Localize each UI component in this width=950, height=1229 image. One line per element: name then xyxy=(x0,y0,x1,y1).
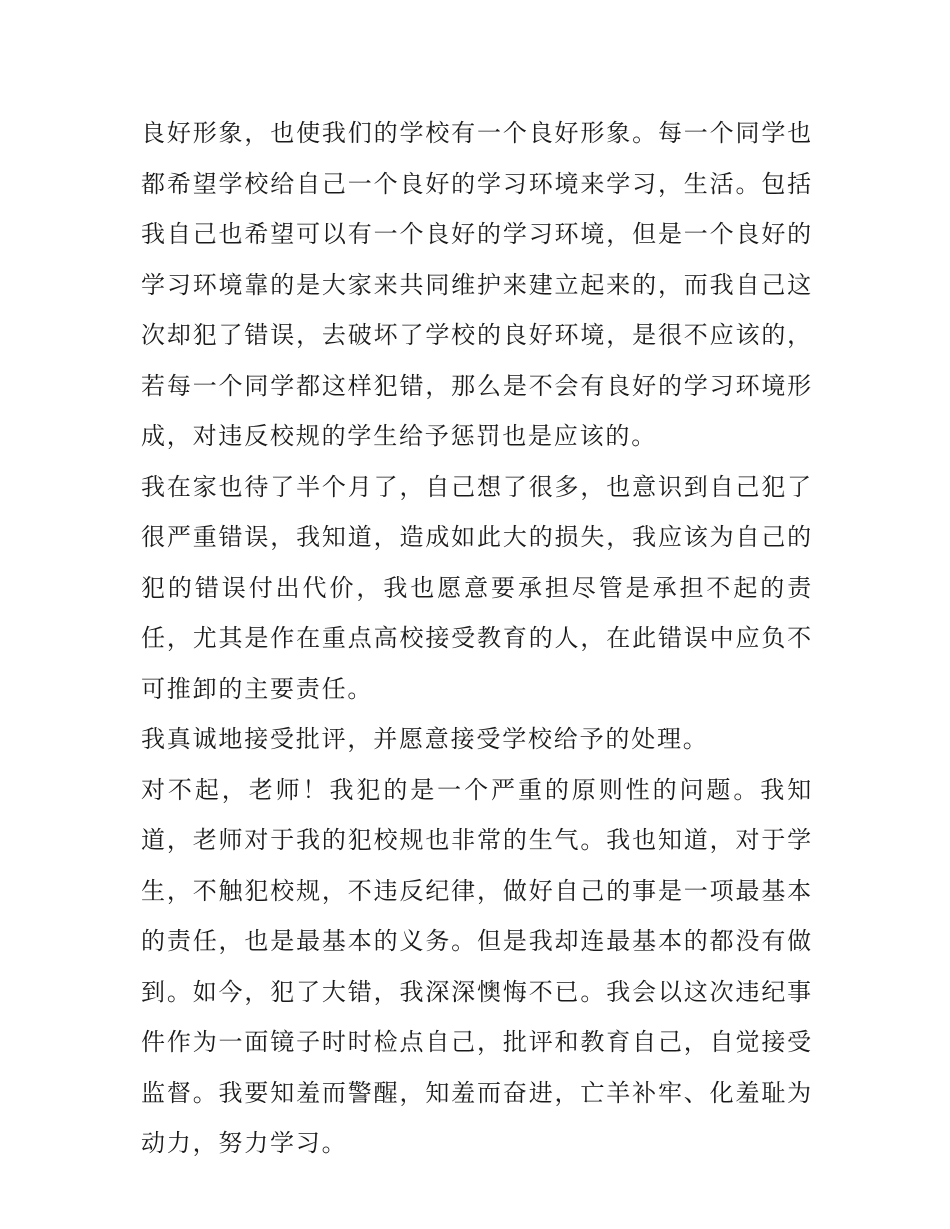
paragraph-reflection: 我在家也待了半个月了，自己想了很多，也意识到自己犯了很严重错误，我知道，造成如此大的损失，我应该为自己的犯的错误付出代价，我也愿意要承担尽管是承担不起的责任，尤其是作在重点高校接受教育的人，在此错误中应负不可推卸的主要责任。 xyxy=(141,472,813,703)
paragraph-accept-criticism: 我真诚地接受批评，并愿意接受学校给予的处理。 xyxy=(141,725,709,753)
paragraph-apology: 对不起，老师！我犯的是一个严重的原则性的问题。我知道，老师对于我的犯校规也非常的生气。我也知道，对于学生，不触犯校规，不违反纪律，做好自己的事是一项最基本的责任，也是最基本的义务。但是我却连最基本的都没有做到。如今，犯了大错，我深深懊悔不已。我会以这次违纪事件作为一面镜子时时检点自己，批评和教育自己，自觉接受监督。我要知羞而警醒，知羞而奋进，亡羊补牢、化羞耻为动力，努力学习。 xyxy=(141,775,813,1157)
document-body xyxy=(141,108,813,1169)
paragraph-school-image: 良好形象，也使我们的学校有一个良好形象。每一个同学也都希望学校给自己一个良好的学习环境来学习，生活。包括我自己也希望可以有一个良好的学习环境，但是一个良好的学习环境靠的是大家来共同维护来建立起来的，而我自己这次却犯了错误，去破坏了学校的良好环境，是很不应该的，若每一个同学都这样犯错，那么是不会有良好的学习环境形成，对违反校规的学生给予惩罚也是应该的。 xyxy=(141,119,813,450)
